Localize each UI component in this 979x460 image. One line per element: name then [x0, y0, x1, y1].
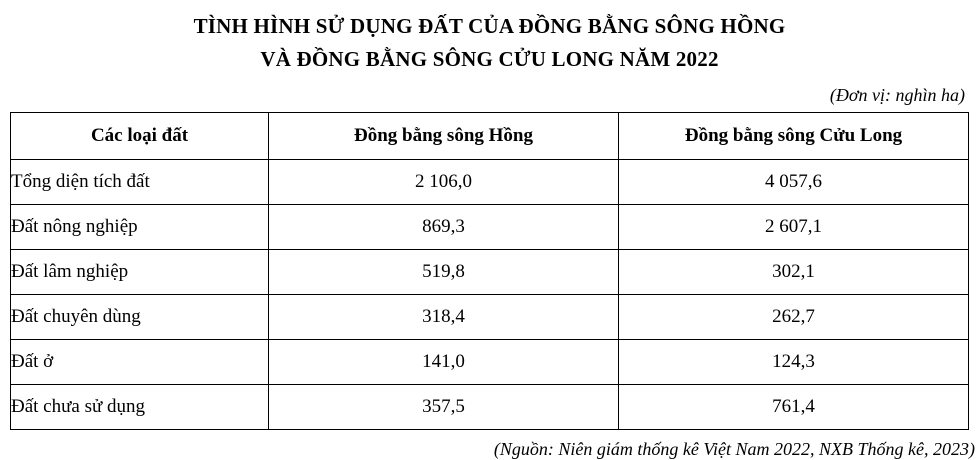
- row-value-mekong-delta: 302,1: [619, 250, 969, 295]
- row-value-red-river-delta: 141,0: [269, 340, 619, 385]
- unit-note: (Đơn vị: nghìn ha): [829, 85, 965, 106]
- source-note: (Nguồn: Niên giám thống kê Việt Nam 2022, NXB Thống kê, 2023): [493, 439, 975, 460]
- row-value-red-river-delta: 869,3: [269, 205, 619, 250]
- row-value-mekong-delta: 761,4: [619, 385, 969, 430]
- table-row: [11, 385, 969, 430]
- column-header-red-river-delta: Đồng bằng sông Hồng: [269, 113, 619, 160]
- row-value-red-river-delta: 357,5: [269, 385, 619, 430]
- title-line-2: VÀ ĐỒNG BẰNG SÔNG CỬU LONG NĂM 2022: [260, 46, 719, 71]
- row-value-red-river-delta: 318,4: [269, 295, 619, 340]
- table-row: [11, 160, 969, 205]
- table-row: [11, 340, 969, 385]
- land-use-table: [10, 112, 969, 430]
- row-value-mekong-delta: 262,7: [619, 295, 969, 340]
- row-value-mekong-delta: 2 607,1: [619, 205, 969, 250]
- page-title: [0, 0, 979, 75]
- table-row: [11, 295, 969, 340]
- row-value-mekong-delta: 4 057,6: [619, 160, 969, 205]
- table-header-row: [11, 113, 969, 160]
- column-header-land-type: Các loại đất: [11, 113, 269, 160]
- row-label: Tổng diện tích đất: [11, 160, 269, 205]
- table-row: [11, 250, 969, 295]
- row-value-red-river-delta: 2 106,0: [269, 160, 619, 205]
- row-label: Đất lâm nghiệp: [11, 250, 269, 295]
- row-value-mekong-delta: 124,3: [619, 340, 969, 385]
- row-label: Đất chuyên dùng: [11, 295, 269, 340]
- column-header-mekong-delta: Đồng bằng sông Cửu Long: [619, 113, 969, 160]
- row-value-red-river-delta: 519,8: [269, 250, 619, 295]
- row-label: Đất ở: [11, 340, 269, 385]
- row-label: Đất nông nghiệp: [11, 205, 269, 250]
- title-line-1: TÌNH HÌNH SỬ DỤNG ĐẤT CỦA ĐỒNG BẰNG SÔNG HỒNG: [193, 14, 786, 38]
- row-label: Đất chưa sử dụng: [11, 385, 269, 430]
- table-row: [11, 205, 969, 250]
